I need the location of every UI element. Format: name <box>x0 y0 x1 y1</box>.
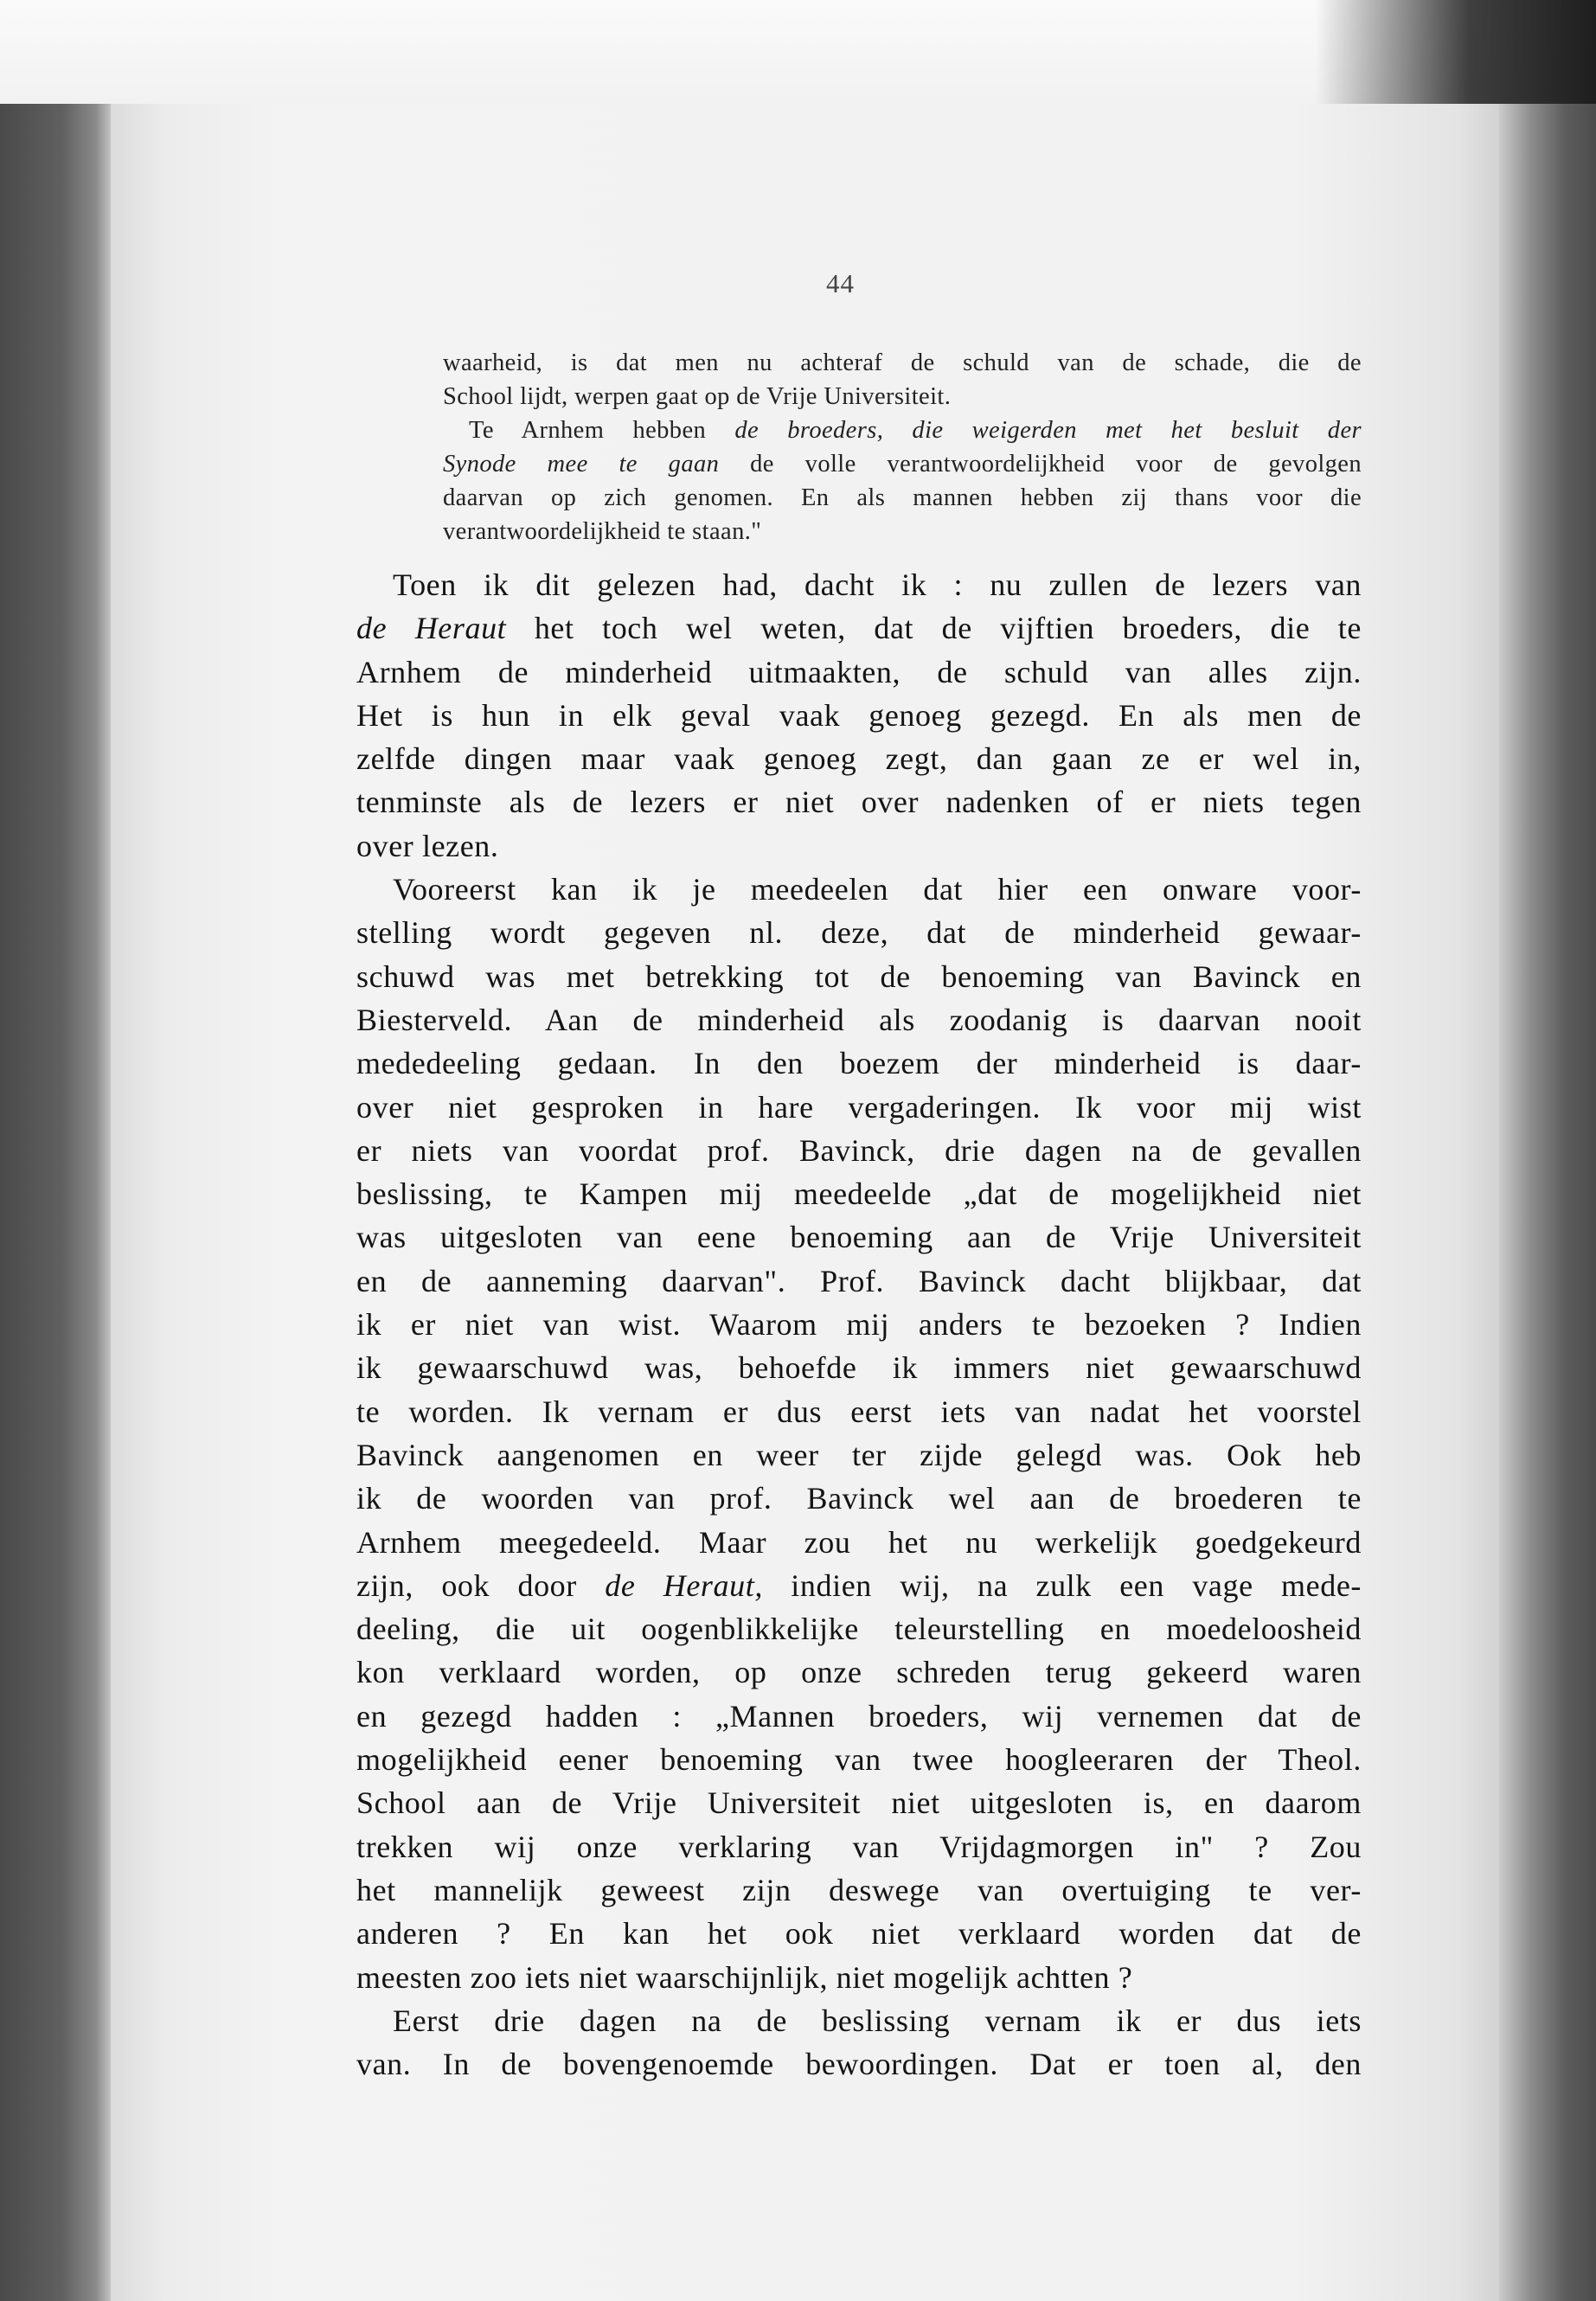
text-segment: indien wij, na zulk een vage mede- <box>762 1568 1362 1603</box>
text-segment: over niet gesproken in hare vergaderingen. Ik voor mij wist <box>356 1090 1362 1125</box>
text-line <box>356 700 1362 731</box>
text-line <box>356 1178 1362 1209</box>
page-number: 44 <box>826 268 855 298</box>
text-segment: ik de woorden van prof. Bavinck wel aan de broederen te <box>356 1481 1362 1516</box>
text-segment: verantwoordelijkheid te staan." <box>443 518 762 545</box>
text-segment: Toen ik dit gelezen had, dacht ik : nu zullen de lezers van <box>393 567 1362 602</box>
text-line <box>356 2048 1362 2080</box>
text-line <box>356 1570 1362 1601</box>
text-segment: Vooreerst kan ik je meedeelen dat hier een onware voor- <box>393 872 1362 907</box>
text-line <box>356 917 1362 948</box>
text-line <box>356 1048 1362 1079</box>
text-segment: over lezen. <box>356 829 499 863</box>
scan-edge-right <box>1497 104 1596 2301</box>
text-line <box>356 1527 1362 1558</box>
text-segment: beslissing, te Kampen mij meedeelde „dat de mogelijkheid niet <box>356 1176 1362 1211</box>
text-line <box>356 1483 1362 1514</box>
text-segment: Eerst drie dagen na de beslissing vernam ik er dus iets <box>393 2003 1362 2038</box>
text-line <box>443 452 1362 478</box>
italic-text: Synode mee te gaan <box>443 451 720 478</box>
text-segment: schuwd was met betrekking tot de benoeming van Bavinck en <box>356 959 1362 994</box>
text-segment: en gezegd hadden : „Mannen broeders, wij vernemen dat de <box>356 1699 1362 1734</box>
text-line <box>443 486 1362 511</box>
text-segment: van. In de bovengenoemde bewoordingen. Dat er toen al, den <box>356 2047 1362 2081</box>
text-segment: Biesterveld. Aan de minderheid als zoodanig is daarvan nooit <box>356 1003 1362 1037</box>
text-line <box>356 1092 1362 1123</box>
text-line <box>469 419 1362 444</box>
text-segment: daarvan op zich genomen. En als mannen hebben zij thans voor die <box>443 484 1362 511</box>
text-line <box>356 1701 1362 1732</box>
text-segment: en de aanneming daarvan". Prof. Bavinck dacht blijkbaar, dat <box>356 1264 1362 1298</box>
text-segment: zelfde dingen maar vaak genoeg zegt, dan gaan ze er wel in, <box>356 741 1362 776</box>
text-segment: School lijdt, werpen gaat op de Vrije Universiteit. <box>443 383 952 410</box>
text-segment: School aan de Vrije Universiteit niet uitgesloten is, en daarom <box>356 1785 1362 1820</box>
text-segment: Arnhem de minderheid uitmaakten, de schuld van alles zijn. <box>356 655 1362 689</box>
text-segment: te worden. Ik vernam er dus eerst iets van nadat het voorstel <box>356 1394 1362 1429</box>
text-line <box>356 1309 1362 1340</box>
text-segment: er niets van voordat prof. Bavinck, drie dagen na de gevallen <box>356 1133 1362 1168</box>
text-line <box>356 1352 1362 1383</box>
text-segment: het toch wel weten, dat de vijftien broeders, die te <box>506 611 1362 645</box>
text-line <box>356 1787 1362 1818</box>
text-line <box>356 786 1362 817</box>
text-line <box>443 520 1362 545</box>
text-line <box>356 1831 1362 1862</box>
text-segment: het mannelijk geweest zijn deswege van overtuiging te ver- <box>356 1873 1362 1907</box>
text-segment: stelling wordt gegeven nl. deze, dat de minderheid gewaar- <box>356 915 1362 950</box>
text-segment: de volle verantwoordelijkheid voor de gevolgen <box>719 451 1362 478</box>
text-line <box>393 2005 1362 2036</box>
text-segment: mededeeling gedaan. In den boezem der minderheid is daar- <box>356 1046 1362 1080</box>
text-line <box>356 961 1362 992</box>
text-line <box>443 351 1362 376</box>
text-line <box>356 743 1362 774</box>
text-line <box>356 1004 1362 1035</box>
text-line <box>356 1657 1362 1688</box>
text-line <box>356 1962 1362 1993</box>
italic-text: de broeders, die weigerden met het besluit der <box>734 417 1362 444</box>
text-segment: deeling, die uit oogenblikkelijke teleurstelling en moedeloosheid <box>356 1612 1362 1646</box>
text-segment: Het is hun in elk geval vaak genoeg gezegd. En als men de <box>356 698 1362 733</box>
text-segment: was uitgesloten van eene benoeming aan de Vrije Universiteit <box>356 1220 1362 1254</box>
text-line <box>393 874 1362 905</box>
text-segment: anderen ? En kan het ook niet verklaard worden dat de <box>356 1916 1362 1951</box>
text-segment: Arnhem meegedeeld. Maar zou het nu werkelijk goedgekeurd <box>356 1525 1362 1560</box>
text-segment: ik gewaarschuwd was, behoefde ik immers niet gewaarschuwd <box>356 1350 1362 1385</box>
text-line <box>356 1221 1362 1253</box>
text-line <box>356 1613 1362 1644</box>
text-segment: meesten zoo iets niet waarschijnlijk, niet mogelijk achtten ? <box>356 1960 1133 1995</box>
text-line <box>356 1918 1362 1949</box>
text-line <box>356 1744 1362 1775</box>
text-segment: zijn, ook door <box>356 1568 606 1603</box>
text-line <box>356 1135 1362 1166</box>
text-segment: waarheid, is dat men nu achteraf de schuld van de schade, die de <box>443 349 1362 376</box>
text-segment: mogelijkheid eener benoeming van twee hoogleeraren der Theol. <box>356 1742 1362 1777</box>
text-line <box>356 1396 1362 1427</box>
text-segment: tenminste als de lezers er niet over nadenken of er niets tegen <box>356 785 1362 819</box>
italic-text: de Heraut, <box>605 1568 763 1603</box>
scan-shadow-corner <box>1315 0 1596 112</box>
text-line <box>443 385 1362 410</box>
text-line <box>356 1439 1362 1471</box>
text-segment: Te Arnhem hebben <box>469 417 735 444</box>
text-line <box>356 657 1362 688</box>
text-line <box>356 830 1362 862</box>
text-segment: Bavinck aangenomen en weer ter zijde gelegd was. Ook heb <box>356 1438 1362 1472</box>
text-line <box>393 569 1362 600</box>
text-line <box>356 1266 1362 1297</box>
text-line <box>356 1875 1362 1906</box>
text-segment: trekken wij onze verklaring van Vrijdagmorgen in" ? Zou <box>356 1830 1362 1864</box>
text-segment: kon verklaard worden, op onze schreden terug gekeerd waren <box>356 1655 1362 1689</box>
italic-text: de Heraut <box>356 611 507 645</box>
text-line <box>356 612 1362 644</box>
text-segment: ik er niet van wist. Waarom mij anders te bezoeken ? Indien <box>356 1307 1362 1342</box>
scan-edge-left <box>0 104 112 2301</box>
